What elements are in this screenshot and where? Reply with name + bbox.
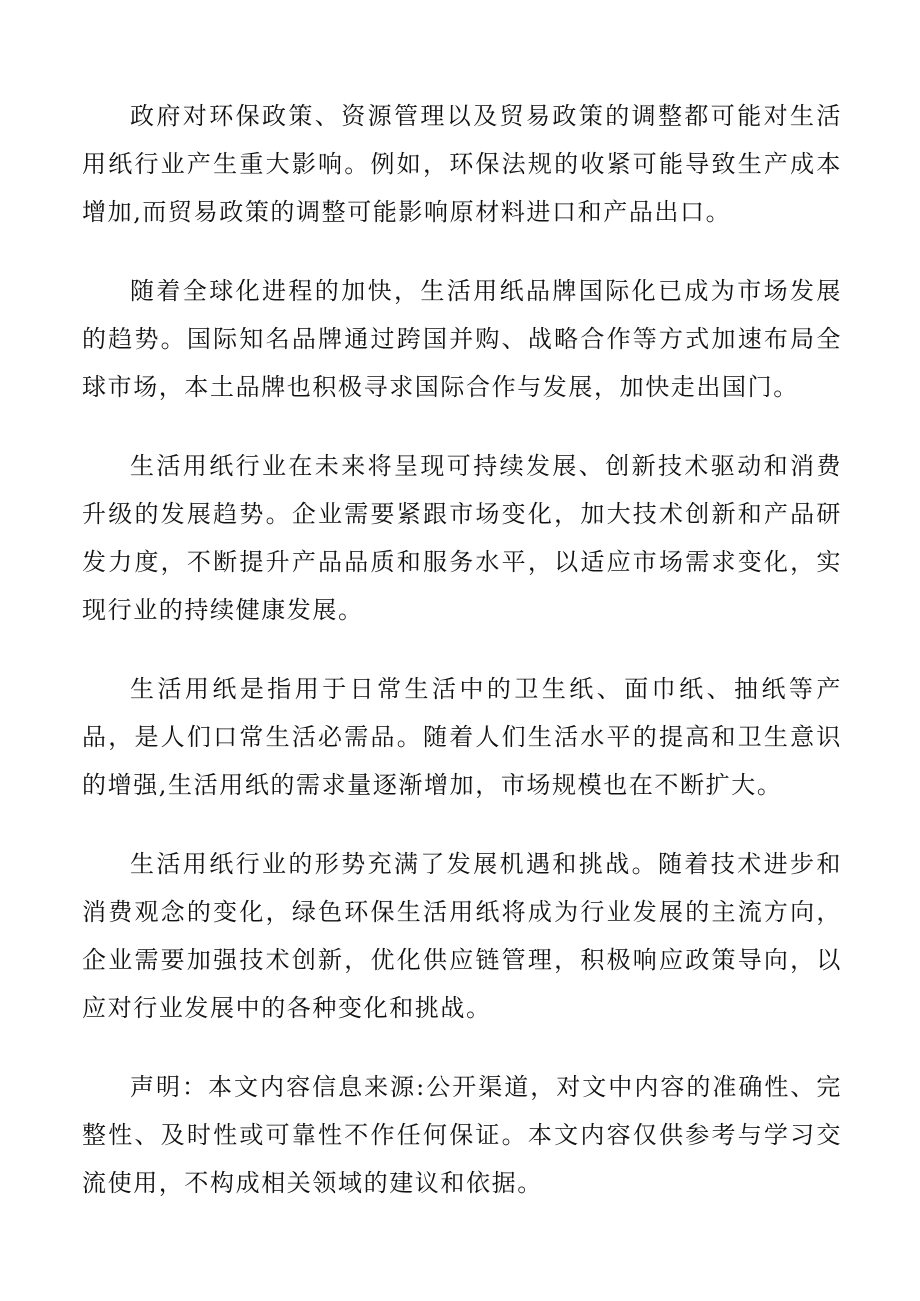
paragraph-policy-impact: 政府对环保政策、资源管理以及贸易政策的调整都可能对生活用纸行业产生重大影响。例如，环保法规的收紧可能导致生产成本增加,而贸易政策的调整可能影响原材料进口和产品出口。 — [82, 102, 842, 226]
paragraph-globalization: 随着全球化进程的加快，生活用纸品牌国际化已成为市场发展的趋势。国际知名品牌通过跨国并购、战略合作等方式加速布局全球市场，本土品牌也积极寻求国际合作与发展，加快走出国门。 — [82, 277, 842, 401]
paragraph-disclaimer: 声明：本文内容信息来源:公开渠道，对文中内容的准确性、完整性、及时性或可靠性不作任何保证。本文内容仅供参考与学习交流使用，不构成相关领域的建议和依据。 — [82, 1073, 842, 1197]
document-body — [82, 92, 842, 1238]
paragraph-opportunities: 生活用纸行业的形势充满了发展机遇和挑战。随着技术进步和消费观念的变化，绿色环保生活用纸将成为行业发展的主流方向，企业需要加强技术创新，优化供应链管理，积极响应政策导向，以应对行业发展中的各种变化和挑战。 — [82, 850, 842, 1022]
paragraph-future-trends: 生活用纸行业在未来将呈现可持续发展、创新技术驱动和消费升级的发展趋势。企业需要紧跟市场变化，加大技术创新和产品研发力度，不断提升产品品质和服务水平，以适应市场需求变化，实现行业的持续健康发展。 — [82, 452, 842, 624]
paragraph-definition: 生活用纸是指用于日常生活中的卫生纸、面巾纸、抽纸等产品，是人们口常生活必需品。随着人们生活水平的提高和卫生意识的增强,生活用纸的需求量逐渐增加，市场规模也在不断扩大。 — [82, 675, 842, 799]
